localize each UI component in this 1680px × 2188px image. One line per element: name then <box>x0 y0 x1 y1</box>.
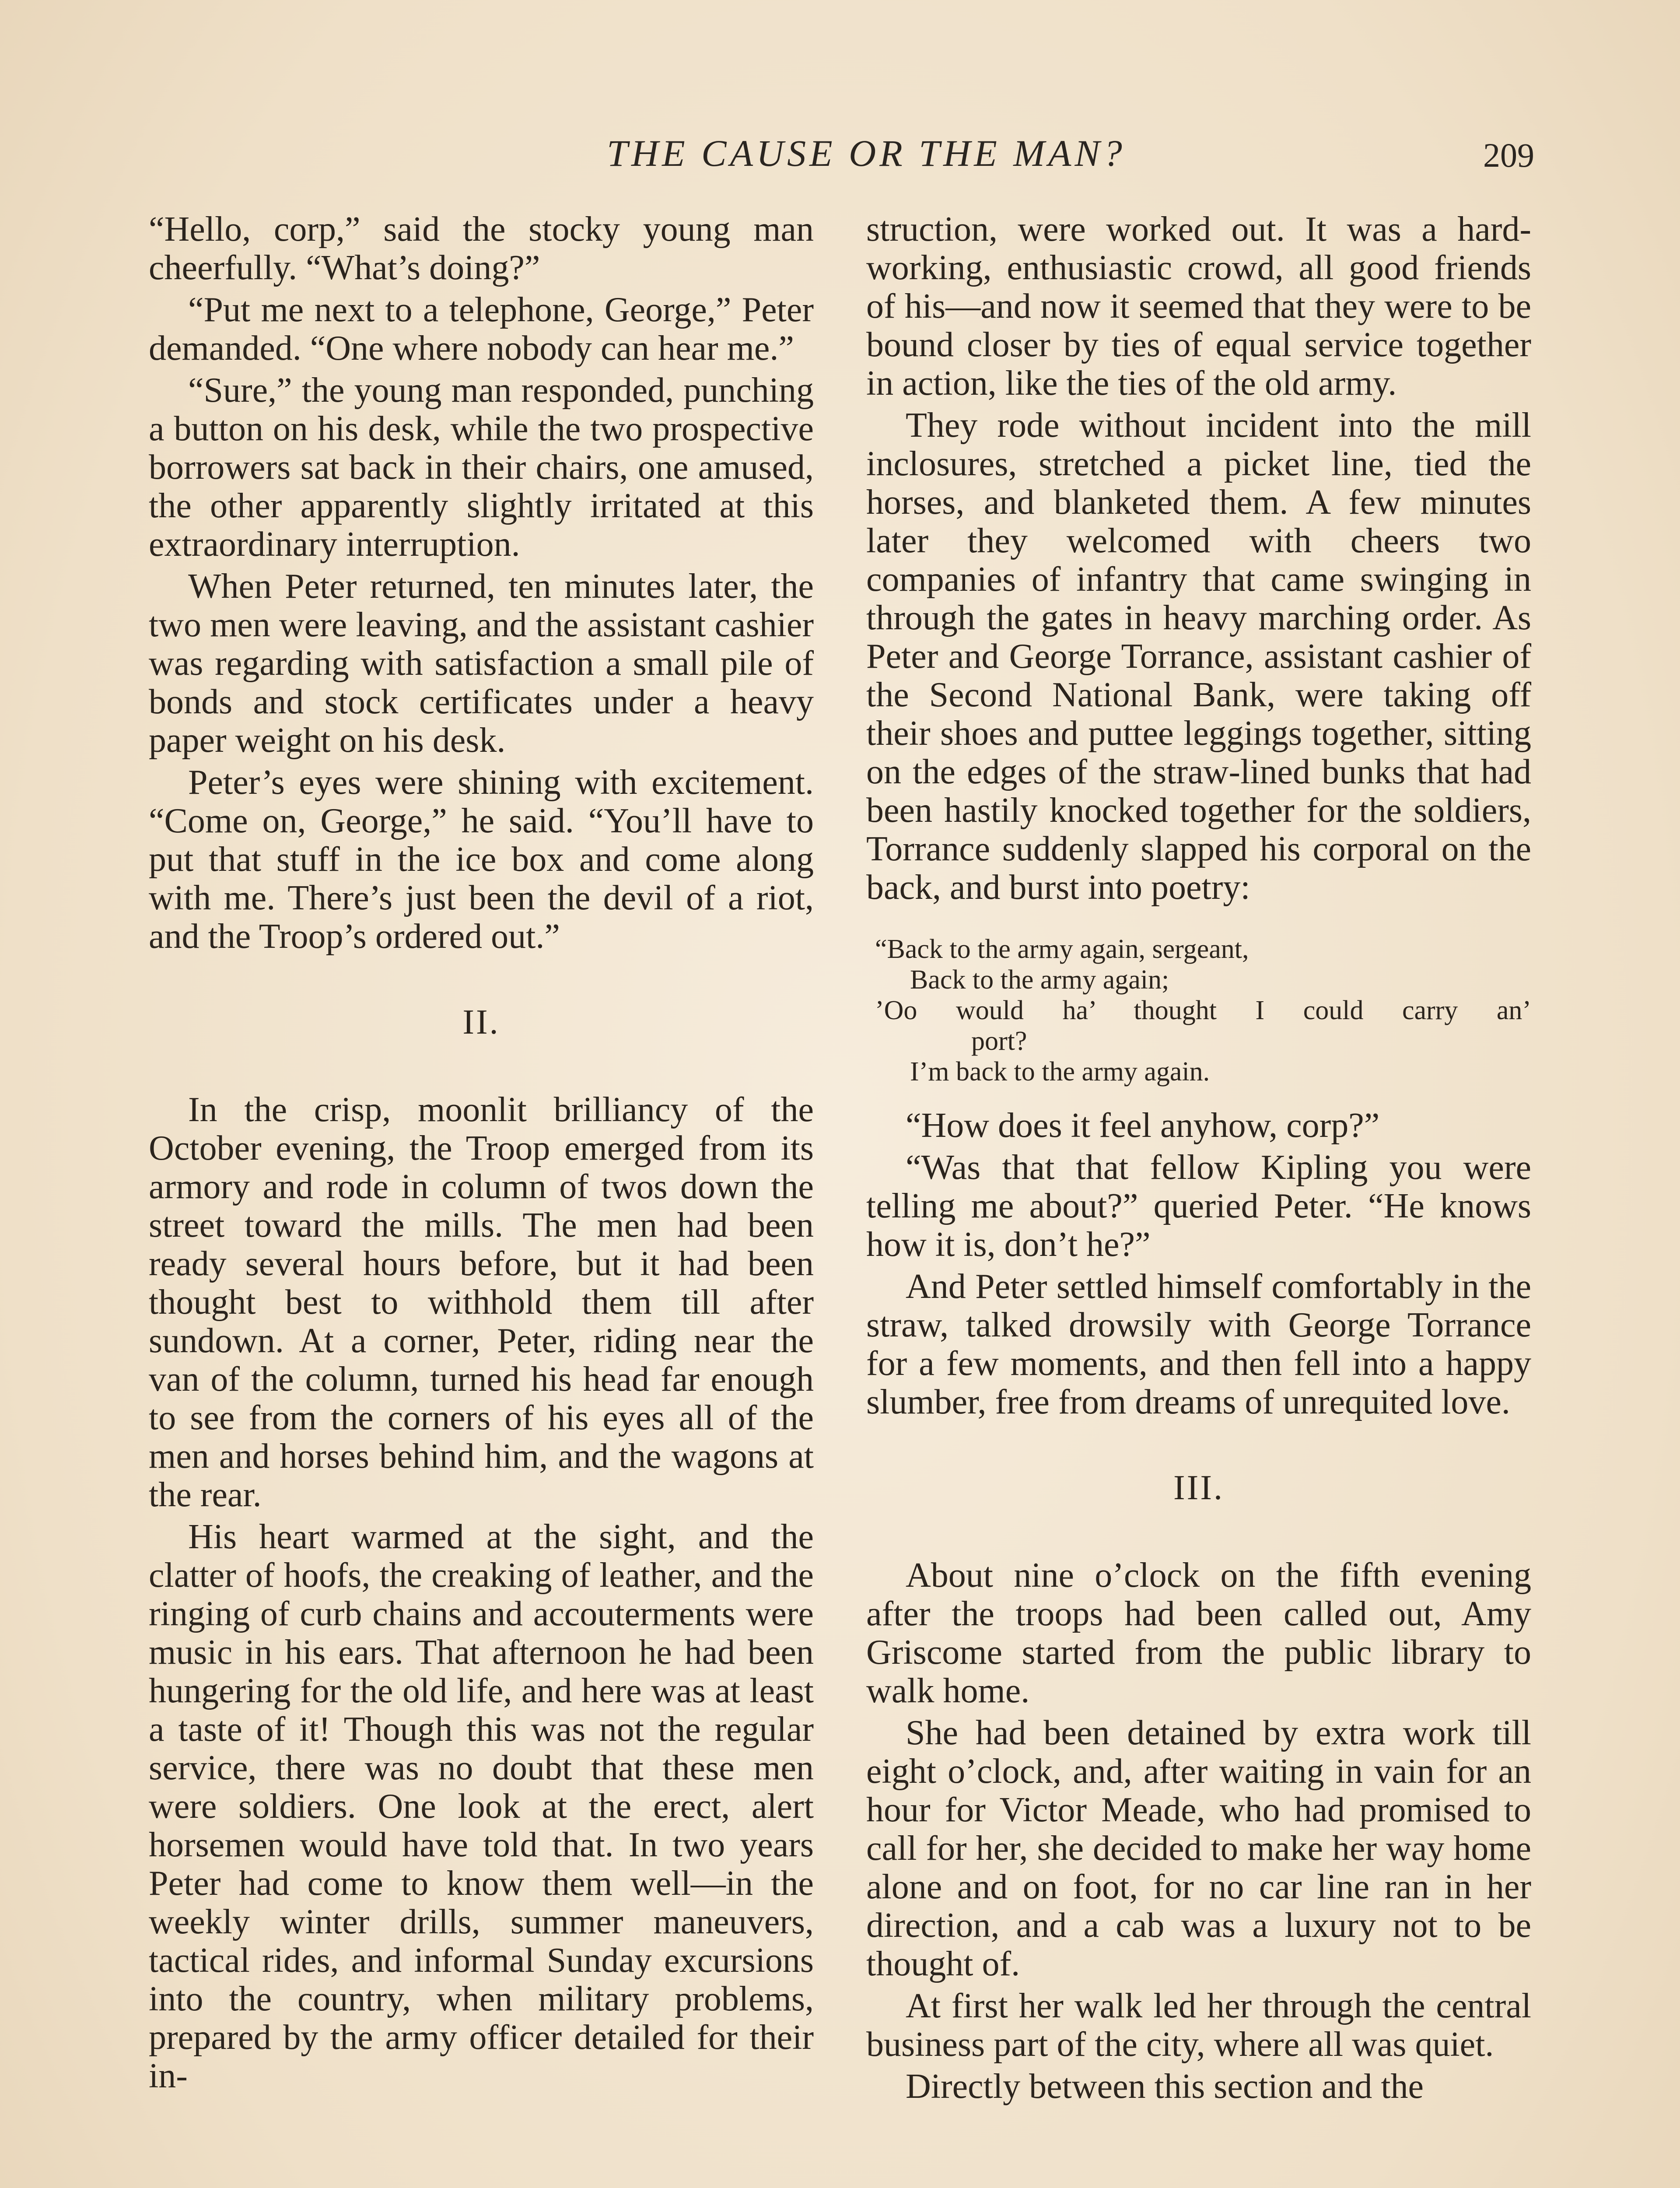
kipling-verse <box>866 934 1531 1087</box>
paragraph: “Sure,” the young man responded, punching a button on his desk, while the two prospective borrowers sat back in their chairs, one amused, the other apparently slightly irritated at this extraordinary interruption. <box>149 371 814 564</box>
section-number-ii: II. <box>462 1003 500 1041</box>
verse-line: ’Oo would ha’ thought I could carry an’ <box>875 996 1531 1025</box>
paragraph: Peter’s eyes were shining with excitement. “Come on, George,” he said. “You’ll have to put that stuff in the ice box and come along with me. There’s just been the devil of a riot, and the Troop’s ordered out.” <box>149 763 814 956</box>
paragraph: struction, were worked out. It was a hard-working, enthusiastic crowd, all good friends of his—and now it seemed that they were to be bound closer by ties of equal service together in action, like the ties of the old army. <box>866 210 1531 403</box>
paragraph: His heart warmed at the sight, and the clatter of hoofs, the creaking of leather, and the ringing of curb chains and accouterments were music in his ears. That afternoon he had been hungering for the old life, and here was at least a taste of it! Though this was not the regular service, there was no doubt that these men were soldiers. One look at the erect, alert horsemen would have told that. In two years Peter had come to know them well—in the weekly winter drills, summer maneuvers, tactical rides, and informal Sunday excursions into the country, when military problems, prepared by the army officer detailed for their in- <box>149 1518 814 2095</box>
paragraph: She had been detained by extra work till eight o’clock, and, after waiting in vain for an hour for Victor Meade, who had promised to call for her, she decided to make her way home alone and on foot, for no car line ran in her direction, and a cab was a luxury not to be thought of. <box>866 1714 1531 1983</box>
paragraph: “How does it feel anyhow, corp?” <box>906 1106 1380 1145</box>
verse-line: port? <box>971 1026 1027 1056</box>
paragraph: “Put me next to a telephone, George,” Peter demanded. “One where nobody can hear me.” <box>149 291 814 368</box>
paragraph: And Peter settled himself comfortably in the straw, talked drowsily with George Torrance for a few moments, and then fell into a happy slumber, free from dreams of unrequited love. <box>866 1267 1531 1421</box>
verse-line: I’m back to the army again. <box>910 1057 1210 1087</box>
page-number: 209 <box>1483 136 1534 174</box>
right-column <box>866 210 1531 2109</box>
paragraph: “Was that that fellow Kipling you were telling me about?” queried Peter. “He knows how it is, don’t he?” <box>866 1148 1531 1264</box>
paragraph: When Peter returned, ten minutes later, the two men were leaving, and the assistant cashier was regarding with satisfaction a small pile of bonds and stock certificates under a heavy paper weight on his desk. <box>149 567 814 760</box>
paragraph: In the crisp, moonlit brilliancy of the October evening, the Troop emerged from its armory and rode in column of twos down the street toward the mills. The men had been ready several hours before, but it had been thought best to withhold them till after sundown. At a corner, Peter, riding near the van of the column, turned his head far enough to see from the corners of his eyes all of the men and horses behind him, and the wagons at the rear. <box>149 1090 814 1514</box>
section-number-iii: III. <box>1173 1469 1224 1507</box>
running-title: THE CAUSE OR THE MAN? <box>607 132 1126 174</box>
paragraph: They rode without incident into the mill inclosures, stretched a picket line, tied the horses, and blanketed them. A few minutes later they welcomed with cheers two companies of infantry that came swinging in through the gates in heavy marching order. As Peter and George Torrance, assistant cashier of the Second National Bank, were taking off their shoes and puttee leggings together, sitting on the edges of the straw-lined bunks that had been hastily knocked together for the soldiers, Torrance suddenly slapped his corporal on the back, and burst into poetry: <box>866 406 1531 907</box>
paragraph: At first her walk led her through the central business part of the city, where all was quiet. <box>866 1987 1531 2064</box>
paragraph: “Hello, corp,” said the stocky young man cheerfully. “What’s doing?” <box>149 210 814 287</box>
verse-line: Back to the army again; <box>910 965 1169 995</box>
paragraph: Directly between this section and the <box>906 2067 1424 2106</box>
left-column <box>149 210 814 2099</box>
verse-line: “Back to the army again, sergeant, <box>875 934 1249 964</box>
paragraph: About nine o’clock on the fifth evening after the troops had been called out, Amy Griscome started from the public library to walk home. <box>866 1556 1531 1710</box>
